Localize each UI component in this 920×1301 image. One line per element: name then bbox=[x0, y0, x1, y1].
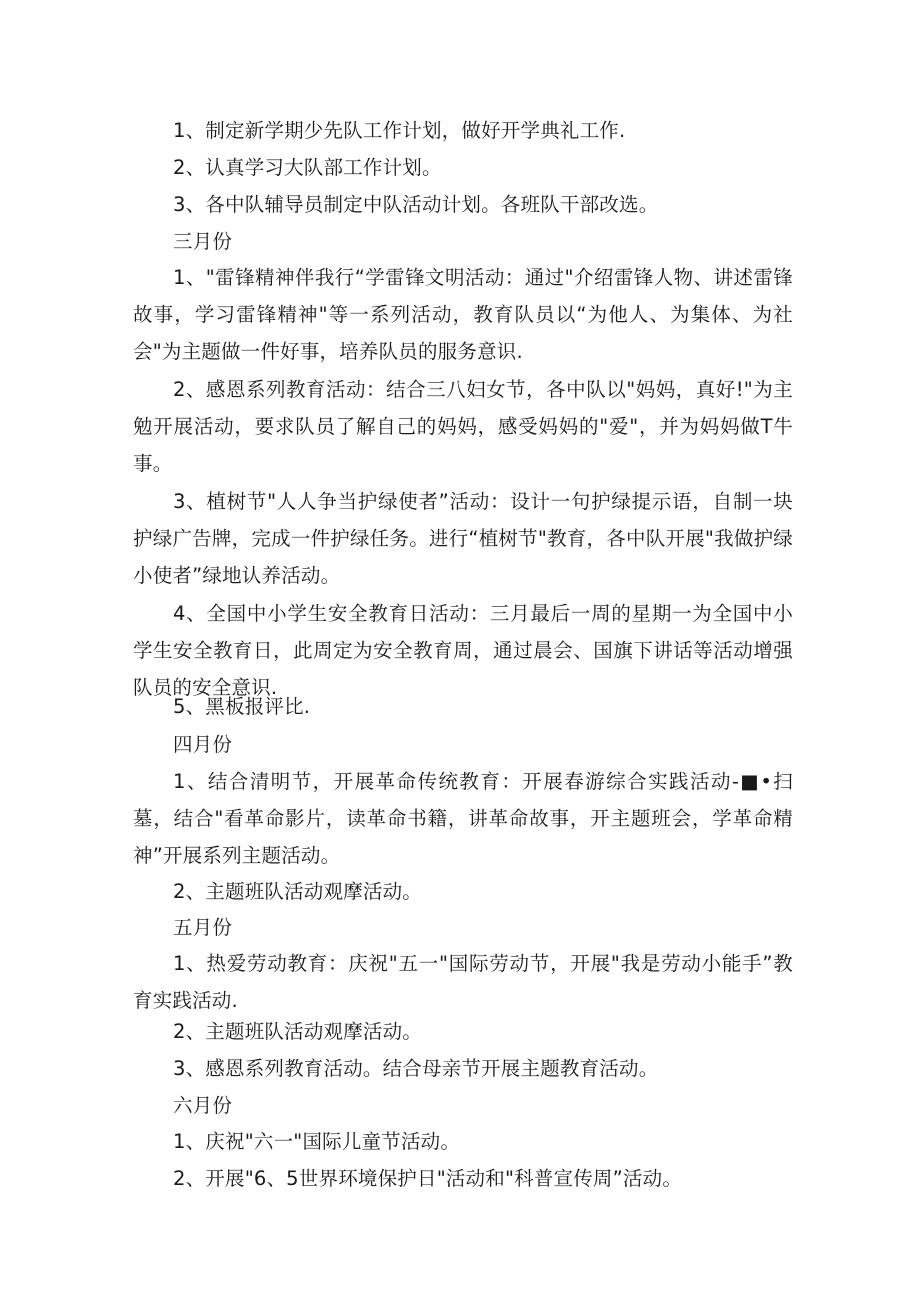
may-item-3: 3、感恩系列教育活动。结合母亲节开展主题教育活动。 bbox=[173, 1057, 659, 1080]
month-heading-march: 三月份 bbox=[173, 230, 233, 253]
june-item-2: 2、开展"6、5世界环境保护日"活动和"科普宣传周”活动。 bbox=[173, 1167, 683, 1190]
march-item-5: 5、黑板报评比. bbox=[173, 695, 311, 718]
intro-item-1: 1、制定新学期少先队工作计划，做好开学典礼工作. bbox=[173, 119, 626, 142]
may-item-2: 2、主题班队活动观摩活动。 bbox=[173, 1020, 423, 1043]
intro-item-3: 3、各中队辅导员制定中队活动计划。各班队干部改选。 bbox=[173, 193, 659, 216]
month-heading-june: 六月份 bbox=[173, 1094, 233, 1117]
may-item-1: 1、热爱劳动教育：庆祝"五一"国际劳动节，开展"我是劳动小能手”教育实践活动. bbox=[133, 952, 793, 1012]
march-item-3: 3、植树节"人人争当护绿使者”活动：设计一句护绿提示语，自制一块护绿广告牌，完成一件护绿任务。进行“植树节"教育，各中队开展"我做护绿小使者”绿地认养活动。 bbox=[133, 490, 793, 587]
march-item-4: 4、全国中小学生安全教育日活动：三月最后一周的星期一为全国中小学生安全教育日，此周定为安全教育周，通过晨会、国旗下讲话等活动增强队员的安全意识. bbox=[133, 602, 793, 699]
month-heading-may: 五月份 bbox=[173, 916, 233, 939]
june-item-1: 1、庆祝"六一"国际儿童节活动。 bbox=[173, 1130, 461, 1153]
march-item-1: 1、"雷锋精神伴我行“学雷锋文明活动：通过"介绍雷锋人物、讲述雷锋故事，学习雷锋精神"等一系列活动，教育队员以“为他人、为集体、为社会"为主题做一件好事，培养队员的服务意识. bbox=[133, 266, 793, 363]
month-heading-april: 四月份 bbox=[173, 733, 233, 756]
march-item-2: 2、感恩系列教育活动：结合三八妇女节，各中队以"妈妈，真好!"为主勉开展活动，要求队员了解自己的妈妈，感受妈妈的"爱"，并为妈妈做T牛事。 bbox=[133, 378, 793, 475]
intro-item-2: 2、认真学习大队部工作计划。 bbox=[173, 156, 442, 179]
april-item-2: 2、主题班队活动观摩活动。 bbox=[173, 880, 423, 903]
april-item-1: 1、结合清明节，开展革命传统教育：开展春游综合实践活动-■•扫墓，结合"看革命影片，读革命书籍，讲革命故事，开主题班会，学革命精神”开展系列主题活动。 bbox=[133, 770, 793, 867]
